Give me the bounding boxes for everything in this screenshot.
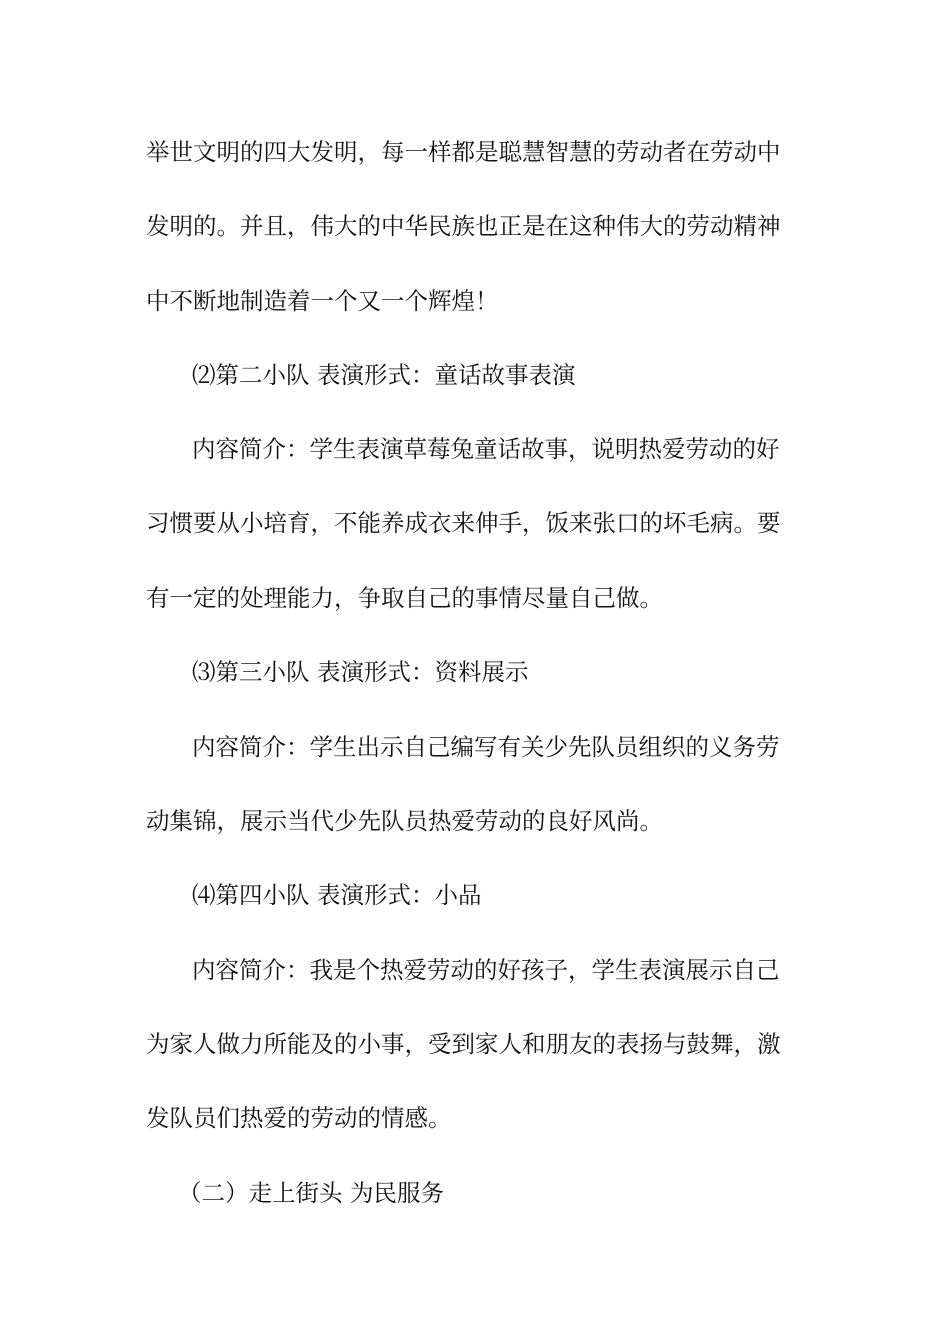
section-heading-team-3: ⑶第三小队 表演形式：资料展示 (192, 658, 529, 686)
text-line-5: 内容简介：学生表演草莓兔童话故事，说明热爱劳动的好 (192, 435, 780, 463)
section-heading-team-4: ⑷第四小队 表演形式：小品 (192, 881, 482, 909)
text-line-9: 内容简介：学生出示自己编写有关少先队员组织的义务劳 (192, 733, 780, 761)
text-line-10: 动集锦，展示当代少先队员热爱劳动的良好风尚。 (146, 807, 663, 835)
text-line-2: 发明的。并且，伟大的中华民族也正是在这种伟大的劳动精神 (146, 212, 781, 240)
text-line-14: 发队员们热爱的劳动的情感。 (146, 1104, 452, 1132)
text-line-3: 中不断地制造着一个又一个辉煌！ (146, 287, 499, 315)
text-line-7: 有一定的处理能力，争取自己的事情尽量自己做。 (146, 584, 663, 612)
text-line-6: 习惯要从小培育，不能养成衣来伸手，饭来张口的坏毛病。要 (146, 509, 781, 537)
text-line-13: 为家人做力所能及的小事，受到家人和朋友的表扬与鼓舞，激 (146, 1030, 781, 1058)
section-heading-team-2: ⑵第二小队 表演形式：童话故事表演 (192, 361, 576, 389)
text-line-1: 举世文明的四大发明，每一样都是聪慧智慧的劳动者在劳动中 (146, 138, 781, 166)
section-heading-part-2: （二）走上街头 为民服务 (178, 1179, 444, 1207)
text-line-12: 内容简介：我是个热爱劳动的好孩子，学生表演展示自己 (192, 956, 780, 984)
